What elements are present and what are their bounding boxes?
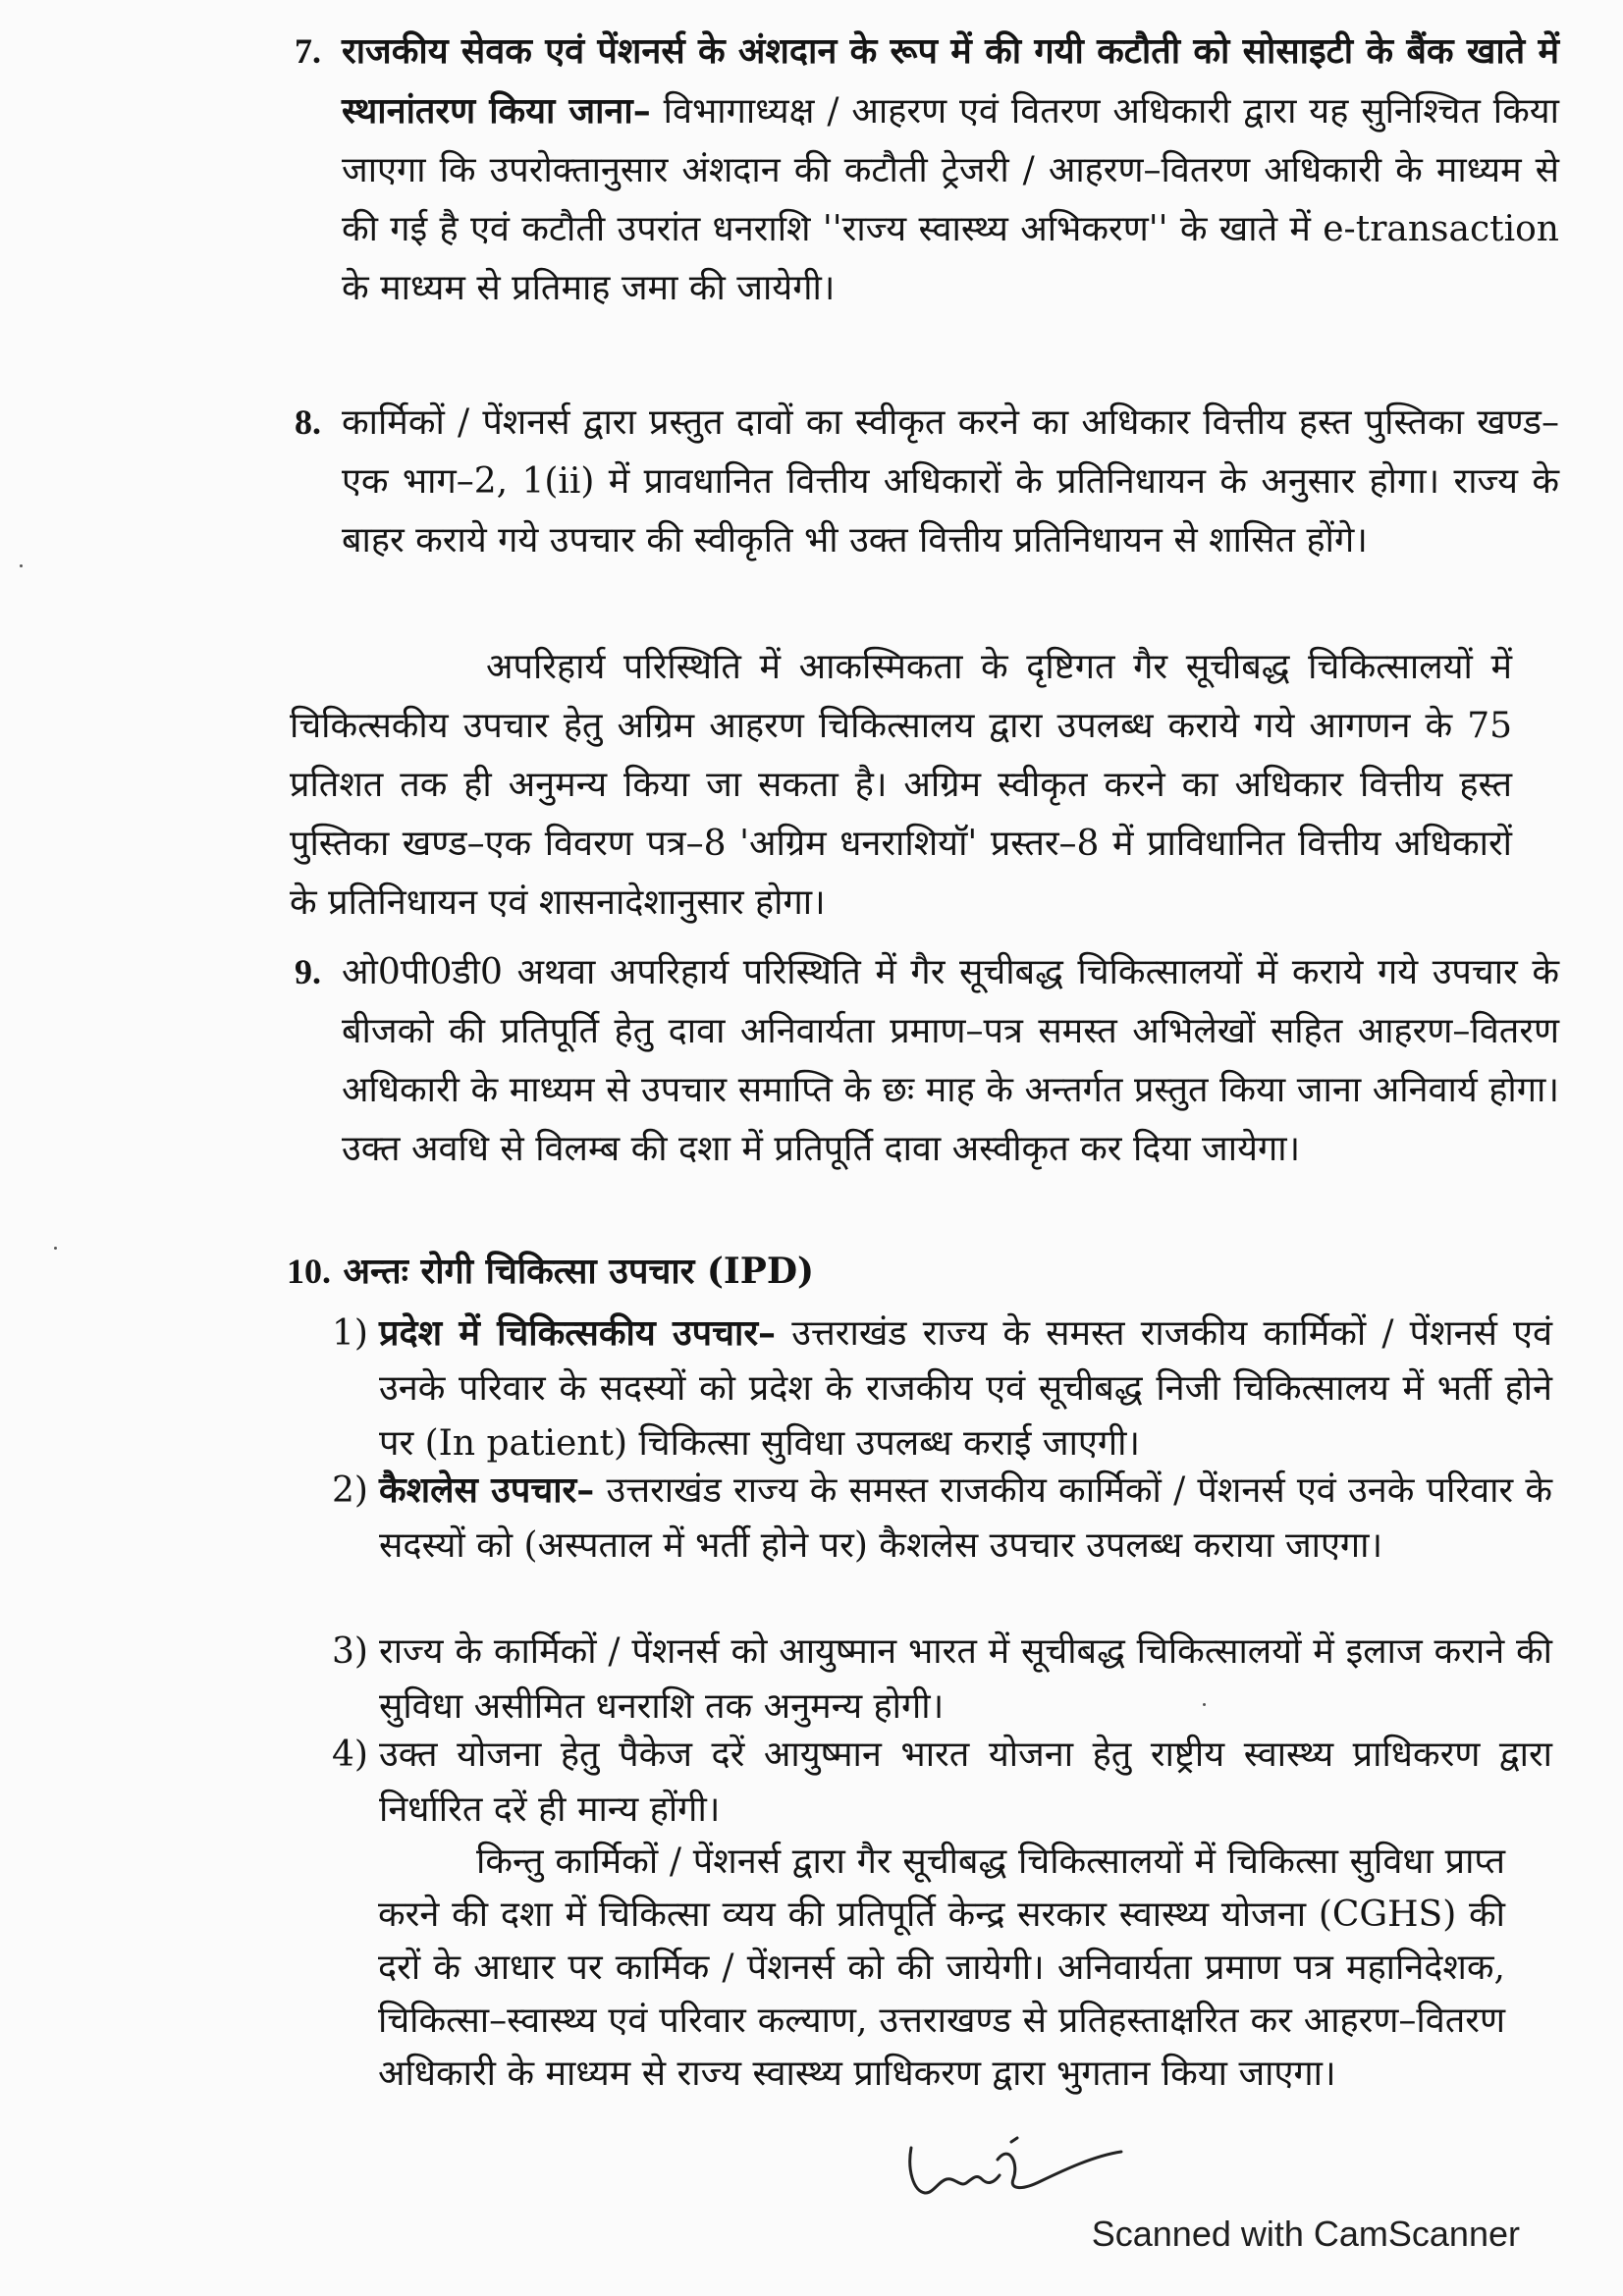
section-title: अन्तः रोगी चिकित्सा उपचार (IPD) bbox=[343, 1251, 815, 1292]
scanner-watermark: Scanned with CamScanner bbox=[1091, 2214, 1520, 2254]
paragraph-text: अपरिहार्य परिस्थिति में आकस्मिकता के दृष्टिगत गैर सूचीबद्ध चिकित्सालयों में चिकित्सकीय उपचार हेतु अग्रिम आहरण चिकित्सालय द्वारा उपलब्ध कराये गये आगणन के 75 प्रतिशत तक ही अनुमन्य किया जा सकता है। अग्रिम स्वीकृत करने का अधिकार वित्तीय हस्त पुस्तिका खण्ड–एक विवरण पत्र–8 'अग्रिम धनराशियॉ' प्रस्तर–8 में प्राविधानित वित्तीय अधिकारों के प्रतिनिधायन एवं शासनादेशानुसार होगा। bbox=[290, 647, 1512, 923]
subitem-1 bbox=[332, 1306, 1552, 1471]
item-number: 8. bbox=[295, 402, 321, 442]
subitem-number: 3) bbox=[332, 1631, 368, 1672]
item-8 bbox=[295, 393, 1559, 570]
item-body: विभागाध्यक्ष / आहरण एवं वितरण अधिकारी द्वारा यह सुनिश्चित किया जाएगा कि उपरोक्तानुसार अंशदान की कटौती ट्रेजरी / आहरण–वितरण अधिकारी के माध्यम से की गई है एवं कटौती उपरांत धनराशि ''राज्य स्वास्थ्य अभिकरण'' के खाते में e-transaction के माध्यम से प्रतिमाह जमा की जायेगी। bbox=[342, 91, 1559, 308]
subitem-body: उत्तराखंड राज्य के समस्त राजकीय कार्मिकों / पेंशनर्स एवं उनके परिवार के सदस्यों को प्रदेश के राजकीय एवं सूचीबद्ध निजी चिकित्सालय में भर्ती होने पर (In patient) चिकित्सा सुविधा उपलब्ध कराई जाएगी। bbox=[379, 1313, 1552, 1464]
scan-speck bbox=[1203, 1703, 1206, 1706]
section-number: 10. bbox=[287, 1252, 331, 1291]
subitem-number: 2) bbox=[332, 1470, 368, 1511]
subitem-body: उत्तराखंड राज्य के समस्त राजकीय कार्मिकों / पेंशनर्स एवं उनके परिवार के सदस्यों को (अस्पताल में भर्ती होने पर) कैशलेस उपचार उपलब्ध कराया जाएगा। bbox=[379, 1470, 1552, 1566]
subitem-body: राज्य के कार्मिकों / पेंशनर्स को आयुष्मान भारत में सूचीबद्ध चिकित्सालयों में इलाज कराने की सुविधा असीमित धनराशि तक अनुमन्य होगी। bbox=[379, 1631, 1552, 1727]
item-number: 9. bbox=[295, 952, 321, 991]
scan-speck bbox=[20, 564, 23, 567]
subitem-title: कैशलेस उपचार– bbox=[379, 1469, 595, 1511]
subitem-body: उक्त योजना हेतु पैकेज दरें आयुष्मान भारत योजना हेतु राष्ट्रीय स्वास्थ्य प्राधिकरण द्वारा निर्धारित दरें ही मान्य होंगी। bbox=[379, 1735, 1552, 1830]
item-body: कार्मिकों / पेंशनर्स द्वारा प्रस्तुत दावों का स्वीकृत करने का अधिकार वित्तीय हस्त पुस्तिका खण्ड–एक भाग–2, 1(ii) में प्रावधानित वित्तीय अधिकारों के प्रतिनिधायन के अनुसार होगा। राज्य के बाहर कराये गये उपचार की स्वीकृति भी उक्त वित्तीय प्रतिनिधायन से शासित होंगे। bbox=[342, 402, 1559, 561]
paragraph-text: किन्तु कार्मिकों / पेंशनर्स द्वारा गैर सूचीबद्ध चिकित्सालयों में चिकित्सा सुविधा प्राप्त करने की दशा में चिकित्सा व्यय की प्रतिपूर्ति केन्द्र सरकार स्वास्थ्य योजना (CGHS) की दरों के आधार पर कार्मिक / पेंशनर्स को की जायेगी। अनिवार्यता प्रमाण पत्र महानिदेशक, चिकित्सा–स्वास्थ्य एवं परिवार कल्याण, उत्तराखण्ड से प्रतिहस्ताक्षरित कर आहरण–वितरण अधिकारी के माध्यम से राज्य स्वास्थ्य प्राधिकरण द्वारा भुगतान किया जाएगा। bbox=[378, 1842, 1505, 2094]
item-number: 7. bbox=[295, 31, 321, 71]
item-title: राजकीय सेवक एवं पेंशनर्स के अंशदान के रूप में की गयी कटौती को सोसाइटी के बैंक खाते में स्थानांतरण किया जाना– bbox=[342, 30, 1559, 132]
subitem-title: प्रदेश में चिकित्सकीय उपचार– bbox=[379, 1312, 777, 1354]
scan-speck bbox=[54, 1247, 57, 1250]
subitem-number: 1) bbox=[332, 1313, 368, 1354]
subitem-3 bbox=[332, 1625, 1552, 1735]
item-8-continuation bbox=[290, 638, 1512, 933]
item-body: ओ0पी0डी0 अथवा अपरिहार्य परिस्थिति में गैर सूचीबद्ध चिकित्सालयों में कराये गये उपचार के बीजको की प्रतिपूर्ति हेतु दावा अनिवार्यता प्रमाण–पत्र समस्त अभिलेखों सहित आहरण–वितरण अधिकारी के माध्यम से उपचार समाप्ति के छः माह के अन्तर्गत प्रस्तुत किया जाना अनिवार्य होगा। उक्त अवधि से विलम्ब की दशा में प्रतिपूर्ति दावा अस्वीकृत कर दिया जायेगा। bbox=[342, 952, 1559, 1169]
item-9 bbox=[295, 942, 1559, 1179]
handwritten-signature bbox=[903, 2130, 1129, 2209]
subitem-number: 4) bbox=[332, 1735, 368, 1775]
item-7 bbox=[295, 22, 1559, 318]
section-10-heading bbox=[287, 1242, 814, 1301]
subitem-2 bbox=[332, 1463, 1552, 1574]
subitem-4 bbox=[332, 1728, 1552, 1838]
section-10-continuation bbox=[378, 1836, 1505, 2101]
